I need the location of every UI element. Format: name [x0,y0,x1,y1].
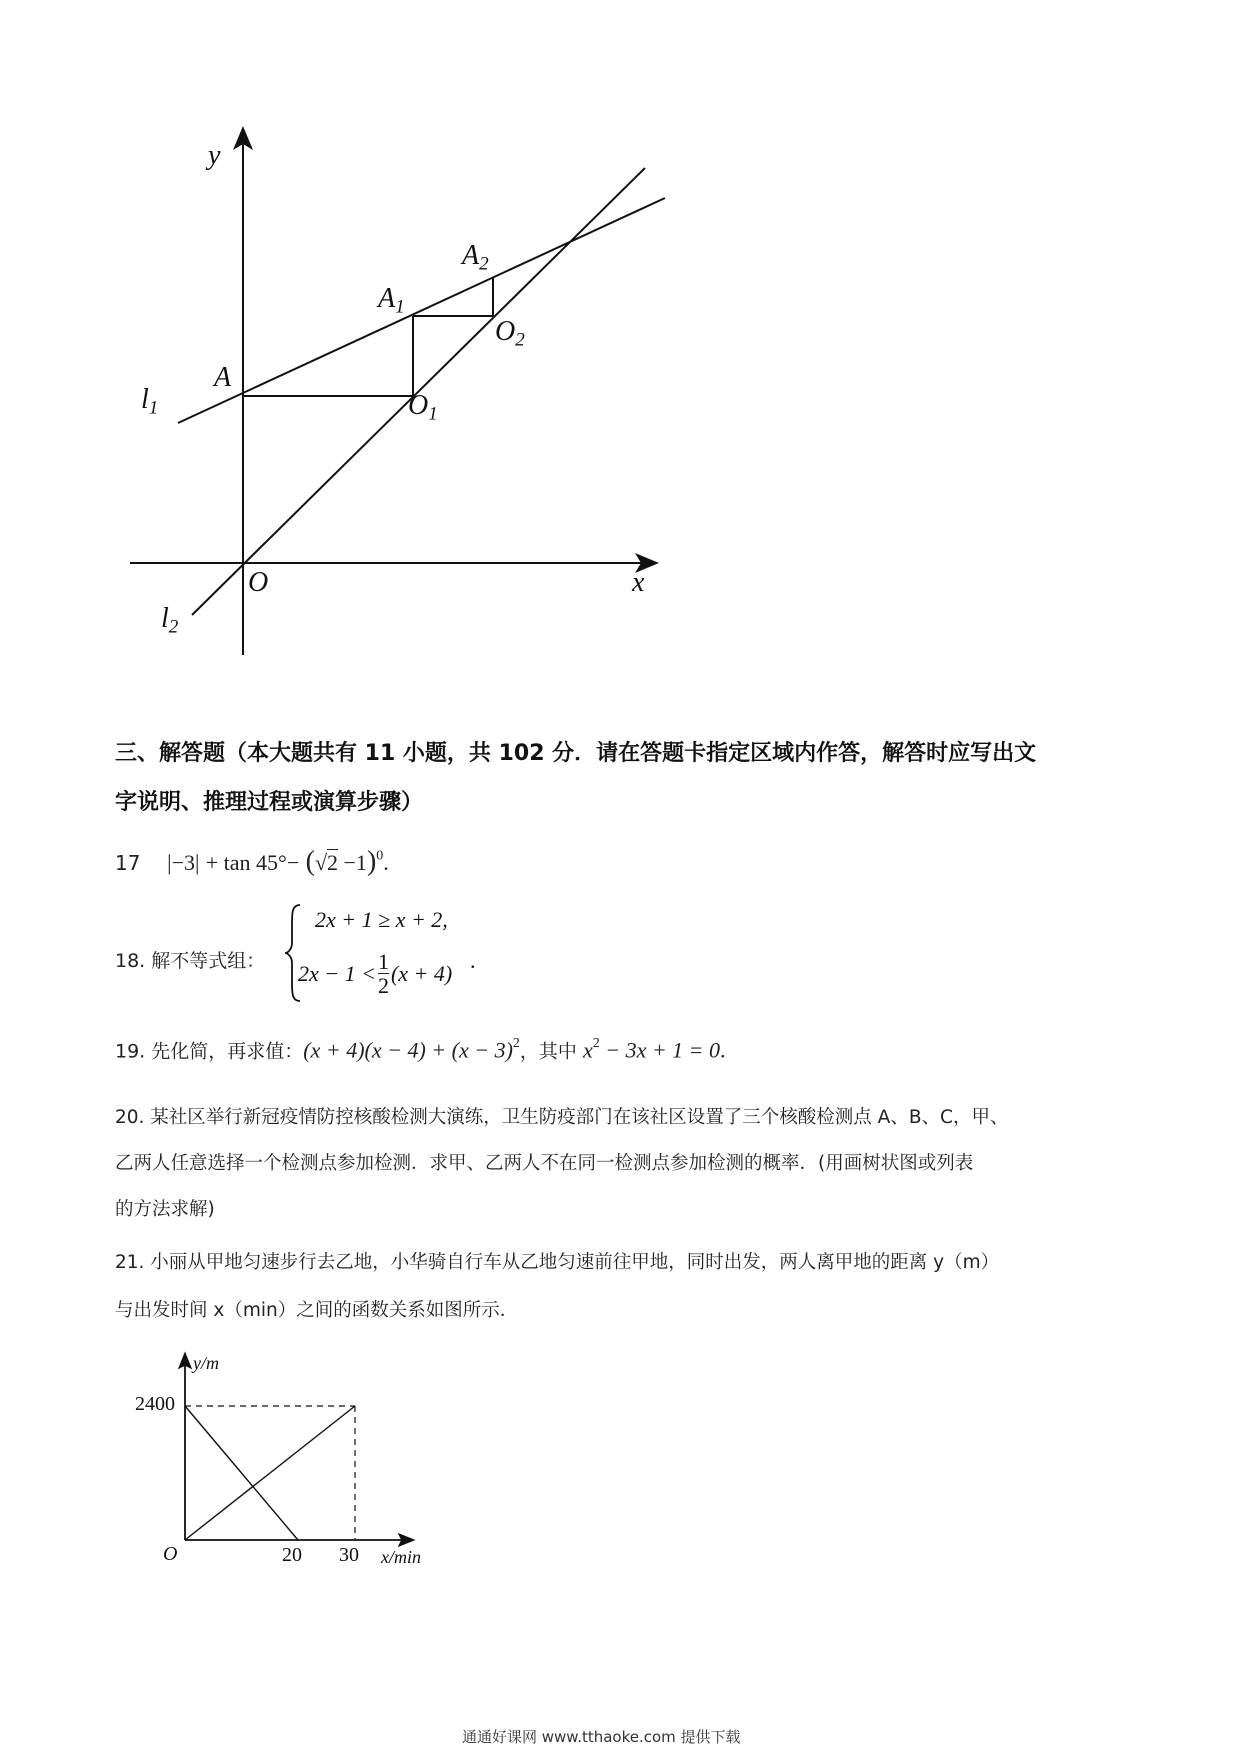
fig1-x-label: x [632,567,645,598]
fig1-l1-label: $l_1$ [141,384,159,419]
q18-inequality-2: 2x − 1 < $\frac{1}{2}$ (x + 4) [298,949,453,999]
question-17: 17 $|-3| + \tan 45^\circ- (√2 -1)^0$. [115,846,389,877]
q17-tan-term: + tan 45°− [205,850,300,875]
figure-1-diagram [0,0,700,680]
q20-line2: 乙两人任意选择一个检测点参加检测．求甲、乙两人不在同一检测点参加检测的概率．(用画树状图或列表 [115,1153,974,1174]
q20-line3: 的方法求解) [115,1199,215,1220]
q17-period: . [383,850,389,875]
q19-expression: (x + 4)(x − 4) + (x − 3) [303,1037,513,1063]
q19-condition-rest: − 3x + 1 = 0 [599,1037,721,1063]
fig2-line-xiaohua [185,1406,298,1540]
q20-line1: 20. 某社区举行新冠疫情防控核酸检测大演练，卫生防疫部门在该社区设置了三个核酸检测点 A、B、C，甲、 [115,1107,1009,1128]
q18-fraction: $\frac{1}{2}$ [377,949,389,999]
fig2-x-axis-label: x/min [381,1547,421,1567]
q19-prefix: 19. 先化简，再求值： [115,1040,304,1063]
fig2-x-tick-30: 30 [339,1544,359,1566]
fig2-origin-label: O [163,1543,178,1565]
q19-period: . [720,1037,726,1063]
q17-exponent: 0 [376,848,384,864]
q21-line1: 21. 小丽从甲地匀速步行去乙地，小华骑自行车从乙地匀速前往甲地，同时出发，两人离甲地的距离 y（m） [115,1252,1000,1273]
q19-middle: ，其中 [519,1040,583,1063]
q18-label: 18. 解不等式组： [115,950,266,972]
q17-sqrt: √2 [314,850,339,875]
q17-minus-one: −1 [338,850,367,875]
fig1-point-A-label: A [214,362,232,393]
q19-expression-exponent: 2 [512,1036,520,1051]
fig2-x-tick-20: 20 [282,1544,302,1566]
section-3-heading-line2: 字说明、推理过程或演算步骤） [115,790,424,815]
q19-condition-exponent: 2 [592,1036,600,1051]
q17-abs-value: |−3| [167,850,200,875]
fig1-point-O2-label: $O_2$ [495,316,525,351]
fig1-point-O1-label: $O_1$ [408,390,438,425]
q18-inequality-1: 2x + 1 ≥ x + 2, [315,907,448,932]
q17-number: 17 [115,851,141,875]
fig2-line-xiaoli [185,1406,355,1540]
q21-line2: 与出发时间 x（min）之间的函数关系如图所示． [115,1300,519,1321]
fig1-point-A1-label: $A_1$ [378,283,405,318]
fig2-y-tick-2400: 2400 [135,1393,175,1415]
fig1-y-label: y [208,140,221,171]
question-19 [115,1036,726,1064]
q19-condition-x: x [582,1037,593,1063]
footer-download-note: 通通好课网 www.tthaoke.com 提供下载 [462,1728,741,1746]
fig1-origin-label: O [248,567,269,598]
section-3-heading-line1: 三、解答题（本大题共有 11 小题，共 102 分．请在答题卡指定区域内作答，解答时应写出文 [115,741,1037,766]
fig1-l2-label: $l_2$ [161,603,179,638]
figure-2-graph [0,1340,460,1580]
fig2-y-axis-label: y/m [193,1353,219,1373]
fig1-point-A2-label: $A_2$ [462,240,489,275]
q18-period: . [470,948,476,973]
